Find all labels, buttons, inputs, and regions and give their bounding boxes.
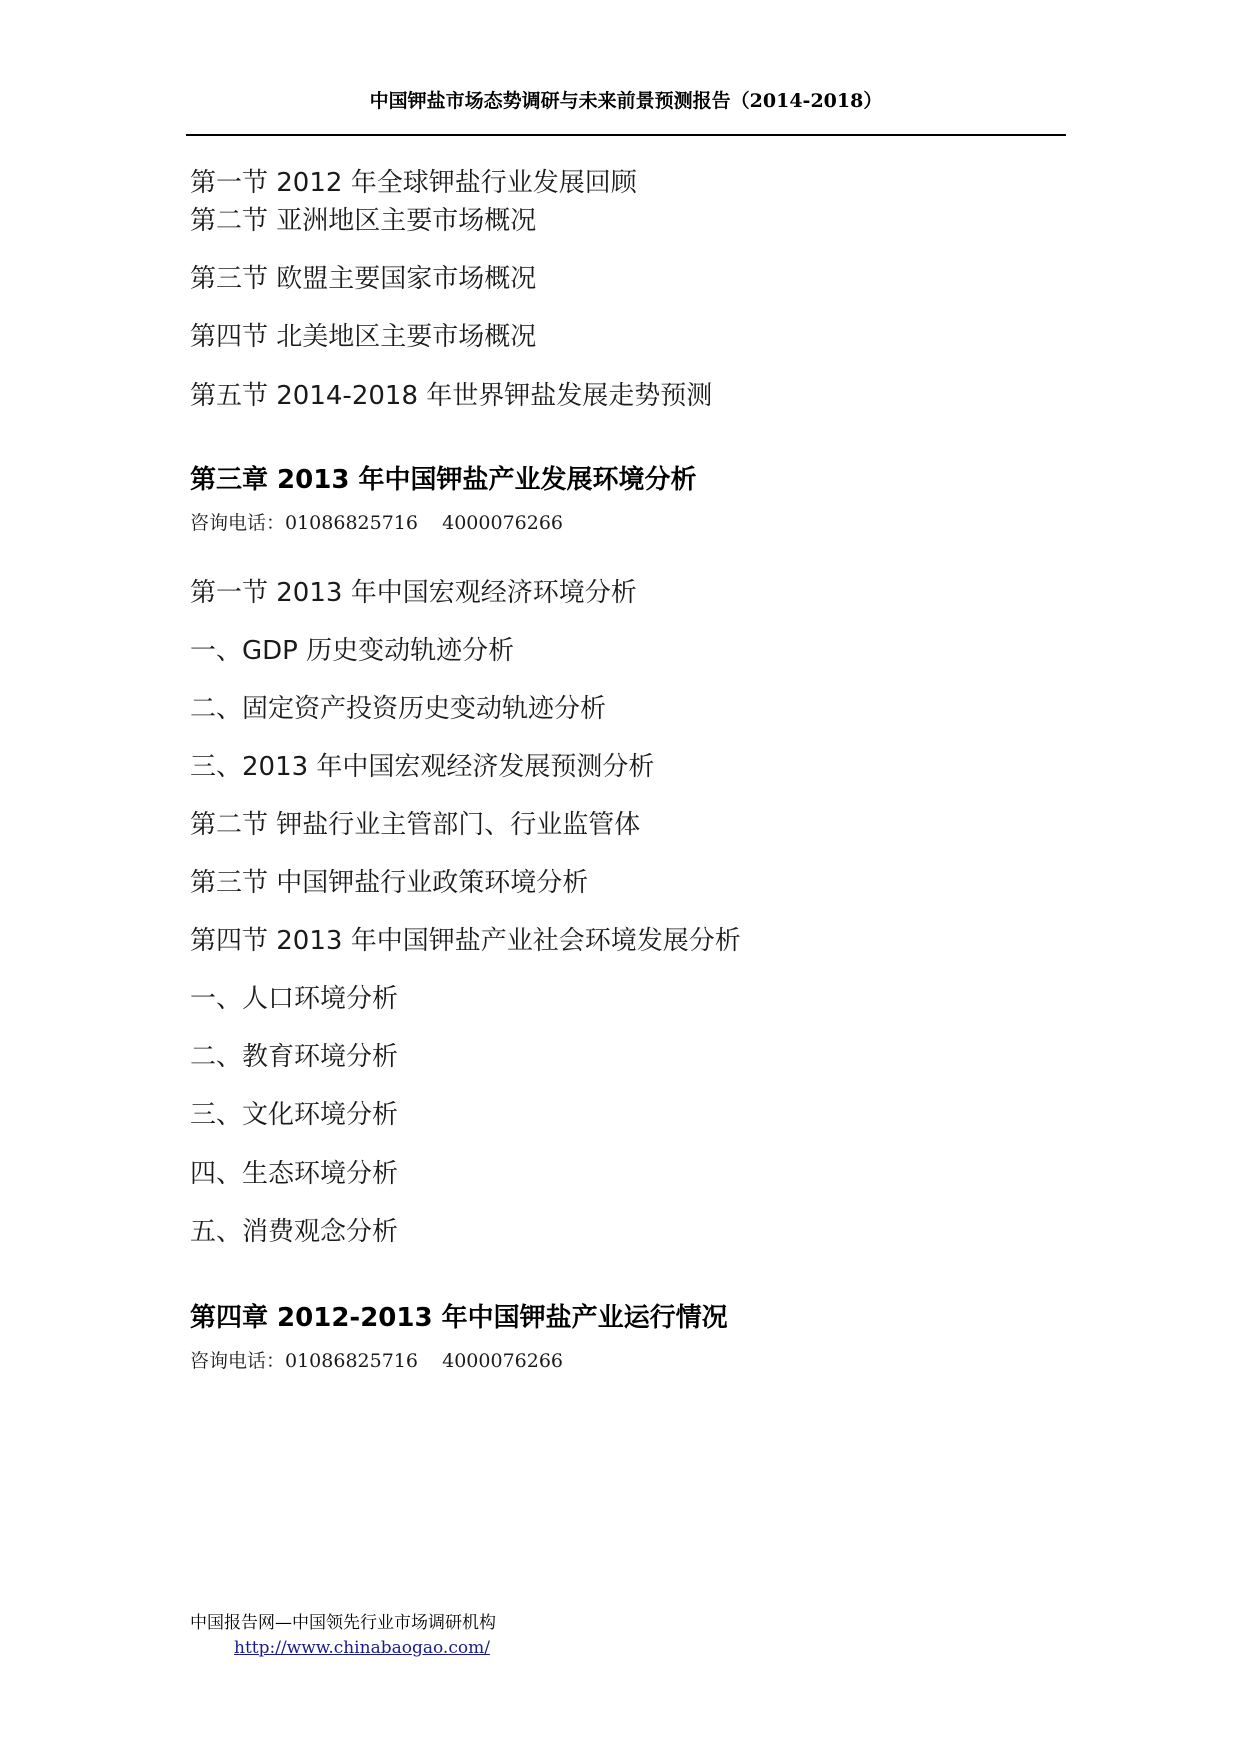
toc-subitem: 五、消费观念分析 — [190, 1217, 399, 1247]
page-header-title: 中国钾盐市场态势调研与未来前景预测报告（2014-2018） — [369, 90, 883, 112]
toc-section: 第二节 钾盐行业主管部门、行业监管体 — [190, 810, 641, 840]
chapter-heading: 第三章 2013 年中国钾盐产业发展环境分析 — [190, 465, 697, 495]
toc-section: 第四节 北美地区主要市场概况 — [190, 322, 537, 352]
header-divider — [186, 134, 1066, 136]
chapter-heading: 第四章 2012-2013 年中国钾盐产业运行情况 — [190, 1303, 728, 1333]
contact-phone: 咨询电话：01086825716 4000076266 — [190, 512, 564, 534]
toc-subitem: 一、人口环境分析 — [190, 984, 399, 1014]
contact-phone: 咨询电话：01086825716 4000076266 — [190, 1350, 564, 1372]
toc-subitem: 二、固定资产投资历史变动轨迹分析 — [190, 694, 607, 724]
toc-subitem: 三、2013 年中国宏观经济发展预测分析 — [190, 752, 655, 782]
toc-section: 第四节 2013 年中国钾盐产业社会环境发展分析 — [190, 926, 741, 956]
footer-website-link[interactable]: http://www.chinabaogao.com/ — [234, 1638, 490, 1658]
toc-section: 第五节 2014-2018 年世界钾盐发展走势预测 — [190, 381, 713, 411]
toc-subitem: 一、GDP 历史变动轨迹分析 — [190, 636, 515, 666]
toc-section: 第三节 欧盟主要国家市场概况 — [190, 264, 537, 294]
toc-section: 第三节 中国钾盐行业政策环境分析 — [190, 868, 589, 898]
toc-section: 第一节 2012 年全球钾盐行业发展回顾 — [190, 168, 637, 198]
toc-section: 第二节 亚洲地区主要市场概况 — [190, 206, 537, 236]
toc-section: 第一节 2013 年中国宏观经济环境分析 — [190, 578, 637, 608]
toc-subitem: 三、文化环境分析 — [190, 1100, 399, 1130]
footer-organization: 中国报告网—中国领先行业市场调研机构 — [190, 1613, 496, 1633]
toc-subitem: 四、生态环境分析 — [190, 1159, 399, 1189]
toc-subitem: 二、教育环境分析 — [190, 1042, 399, 1072]
